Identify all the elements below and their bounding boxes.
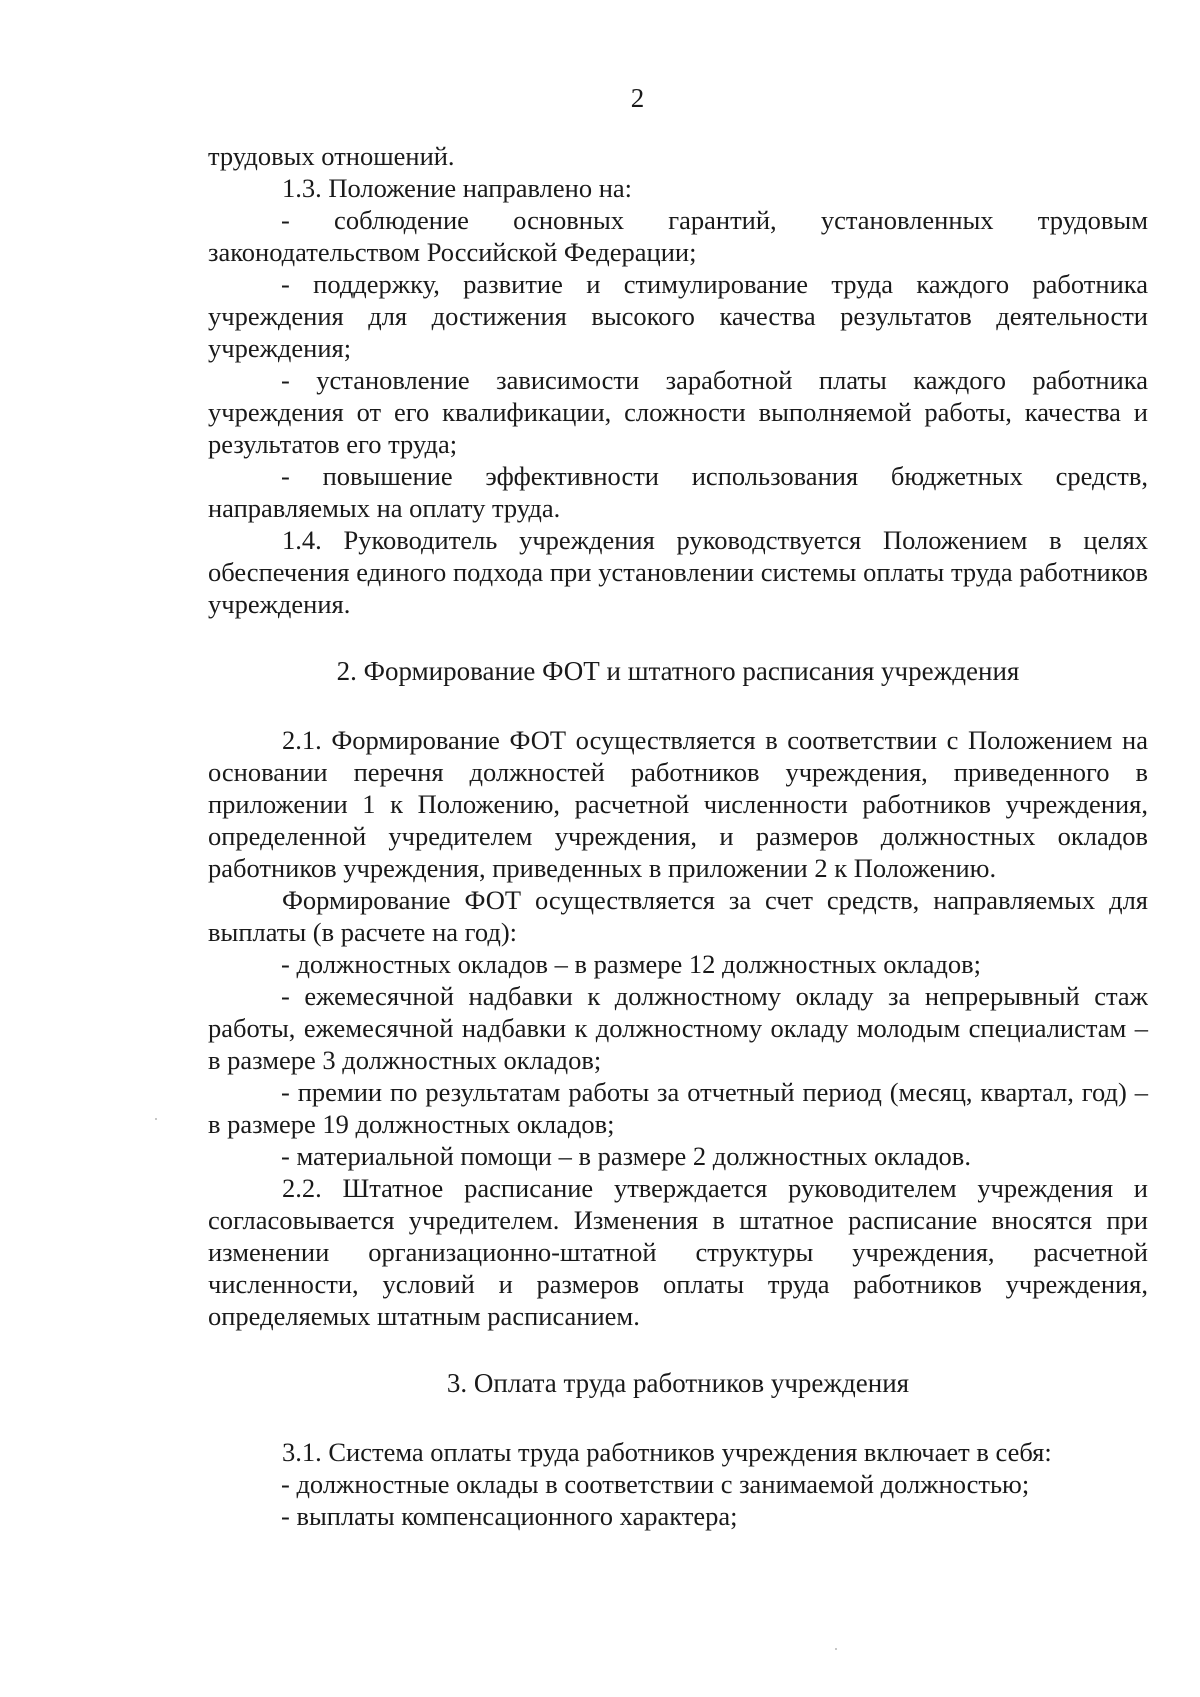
list-item-salaries: - должностных окладов – в размере 12 должностных окладов; bbox=[281, 949, 981, 979]
scan-speck bbox=[835, 1648, 837, 1650]
paragraph-continuation: трудовых отношений. bbox=[208, 141, 455, 171]
paragraph-2-1: 2.1. Формирование ФОТ осуществляется в соответствии с Положением на основании перечня должностей работников учреждения, приведенного в приложении 1 к Положению, расчетной численности работников учреждения, определенной учредителем учреждения, и размеров должностных окладов работников учреждения, приведенных в приложении 2 к Положению. bbox=[208, 725, 1148, 883]
paragraph-1-3: 1.3. Положение направлено на: bbox=[282, 173, 632, 203]
list-item-allowances: - ежемесячной надбавки к должностному окладу за непрерывный стаж работы, ежемесячной надбавки к должностному окладу молодым специалистам – в размере 3 должностных окладов; bbox=[208, 981, 1148, 1075]
section-2-heading: 2. Формирование ФОТ и штатного расписания учреждения bbox=[336, 656, 1020, 686]
document-body bbox=[208, 140, 1148, 1532]
list-item-support: - поддержку, развитие и стимулирование труда каждого работника учреждения для достижения высокого качества результатов деятельности учреждения; bbox=[208, 269, 1148, 363]
list-item-official-salaries: - должностные оклады в соответствии с занимаемой должностью; bbox=[281, 1469, 1030, 1499]
list-item-efficiency: - повышение эффективности использования бюджетных средств, направляемых на оплату труда. bbox=[208, 461, 1148, 523]
paragraph-2-2: 2.2. Штатное расписание утверждается руководителем учреждения и согласовывается учредителем. Изменения в штатное расписание вносятся при изменении организационно-штатной структуры учреждения, расчетной численности, условий и размеров оплаты труда работников учреждения, определяемых штатным расписанием. bbox=[208, 1173, 1148, 1331]
paragraph-fot-sources: Формирование ФОТ осуществляется за счет средств, направляемых для выплаты (в расчете на год): bbox=[208, 885, 1148, 947]
list-item-bonuses: - премии по результатам работы за отчетный период (месяц, квартал, год) – в размере 19 должностных окладов; bbox=[208, 1077, 1148, 1139]
list-item-material-aid: - материальной помощи – в размере 2 должностных окладов. bbox=[281, 1141, 971, 1171]
list-item-dependency: - установление зависимости заработной платы каждого работника учреждения от его квалификации, сложности выполняемой работы, качества и результатов его труда; bbox=[208, 365, 1148, 459]
section-3-heading: 3. Оплата труда работников учреждения bbox=[446, 1368, 910, 1398]
scan-speck bbox=[155, 1118, 157, 1120]
list-item-compensation: - выплаты компенсационного характера; bbox=[281, 1501, 738, 1531]
paragraph-3-1: 3.1. Система оплаты труда работников учреждения включает в себя: bbox=[282, 1437, 1052, 1467]
paragraph-1-4: 1.4. Руководитель учреждения руководствуется Положением в целях обеспечения единого подхода при установлении системы оплаты труда работников учреждения. bbox=[208, 525, 1148, 619]
list-item-guarantees: - соблюдение основных гарантий, установленных трудовым законодательством Российской Федерации; bbox=[208, 205, 1148, 267]
page-number: 2 bbox=[630, 83, 645, 113]
